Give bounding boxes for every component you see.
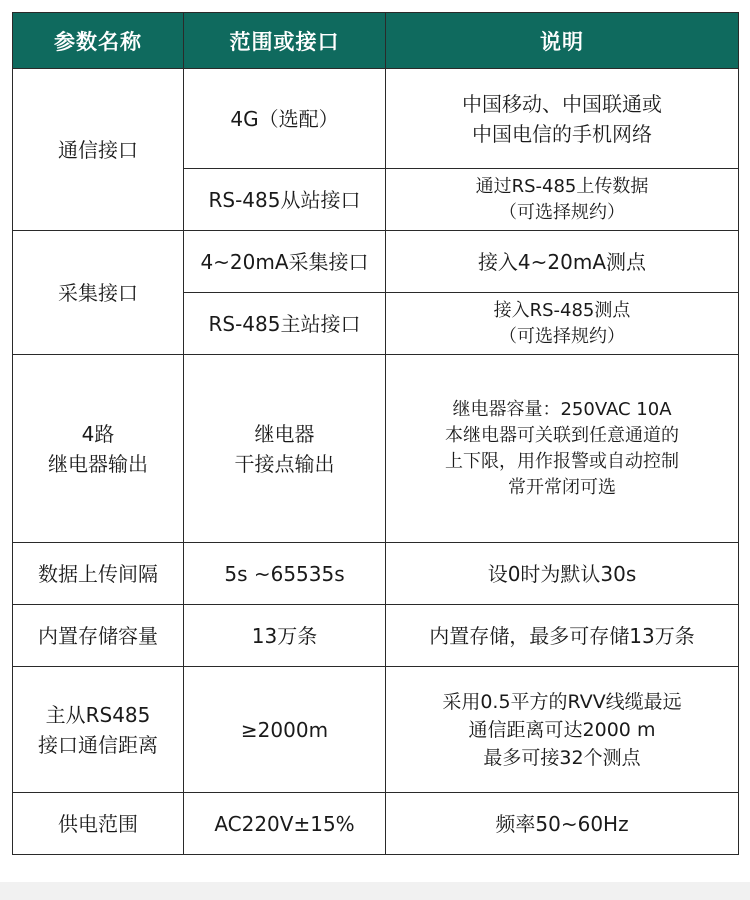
table-row bbox=[13, 793, 739, 855]
desc-power: 频率50~60Hz bbox=[386, 793, 739, 855]
header-param-name: 参数名称 bbox=[13, 13, 184, 69]
param-name-storage: 内置存储容量 bbox=[13, 605, 184, 667]
spec-table bbox=[12, 12, 739, 855]
range-interval: 5s ~65535s bbox=[184, 543, 386, 605]
header-description: 说明 bbox=[386, 13, 739, 69]
desc-rs485-slave bbox=[386, 169, 739, 231]
desc-line: 继电器容量：250VAC 10A bbox=[452, 398, 672, 420]
table-row bbox=[13, 355, 739, 543]
desc-line: （可选择规约） bbox=[499, 325, 625, 347]
desc-relay bbox=[386, 355, 739, 543]
table-row bbox=[13, 543, 739, 605]
param-name-distance bbox=[13, 667, 184, 793]
name-line: 继电器输出 bbox=[48, 451, 148, 476]
param-name-collect: 采集接口 bbox=[13, 231, 184, 355]
desc-line: 最多可接32个测点 bbox=[483, 746, 641, 769]
desc-line: 中国移动、中国联通或 bbox=[462, 91, 662, 116]
name-line: 主从RS485 bbox=[45, 702, 151, 727]
bottom-band bbox=[0, 882, 750, 900]
desc-distance bbox=[386, 667, 739, 793]
desc-line: 常开常闭可选 bbox=[508, 476, 616, 498]
table-row bbox=[13, 69, 739, 169]
desc-line: 通过RS-485上传数据 bbox=[475, 175, 649, 197]
range-rs485-master: RS-485主站接口 bbox=[184, 293, 386, 355]
range-storage: 13万条 bbox=[184, 605, 386, 667]
range-power: AC220V±15% bbox=[184, 793, 386, 855]
desc-line: 通信距离可达2000 m bbox=[468, 718, 656, 741]
table-row bbox=[13, 605, 739, 667]
desc-interval: 设0时为默认30s bbox=[386, 543, 739, 605]
range-distance: ≥2000m bbox=[184, 667, 386, 793]
desc-line: 采用0.5平方的RVV线缆最远 bbox=[442, 690, 682, 713]
desc-storage: 内置存储，最多可存储13万条 bbox=[386, 605, 739, 667]
desc-4g bbox=[386, 69, 739, 169]
desc-rs485-master bbox=[386, 293, 739, 355]
range-4g: 4G（选配） bbox=[184, 69, 386, 169]
desc-line: 中国电信的手机网络 bbox=[472, 121, 652, 146]
range-line: 继电器 bbox=[254, 421, 315, 446]
range-4-20ma: 4~20mA采集接口 bbox=[184, 231, 386, 293]
desc-line: 接入RS-485测点 bbox=[493, 299, 631, 321]
range-rs485-slave: RS-485从站接口 bbox=[184, 169, 386, 231]
header-row bbox=[13, 13, 739, 69]
name-line: 接口通信距离 bbox=[38, 732, 158, 757]
param-name-comm: 通信接口 bbox=[13, 69, 184, 231]
desc-line: 本继电器可关联到任意通道的 bbox=[445, 424, 679, 446]
param-name-interval: 数据上传间隔 bbox=[13, 543, 184, 605]
param-name-relay bbox=[13, 355, 184, 543]
table-row bbox=[13, 667, 739, 793]
desc-line: （可选择规约） bbox=[499, 201, 625, 223]
param-name-power: 供电范围 bbox=[13, 793, 184, 855]
desc-4-20ma: 接入4~20mA测点 bbox=[386, 231, 739, 293]
range-line: 干接点输出 bbox=[234, 451, 335, 476]
table-row bbox=[13, 231, 739, 293]
desc-line: 上下限，用作报警或自动控制 bbox=[445, 450, 679, 472]
name-line: 4路 bbox=[81, 421, 115, 446]
range-relay bbox=[184, 355, 386, 543]
header-range-interface: 范围或接口 bbox=[184, 13, 386, 69]
